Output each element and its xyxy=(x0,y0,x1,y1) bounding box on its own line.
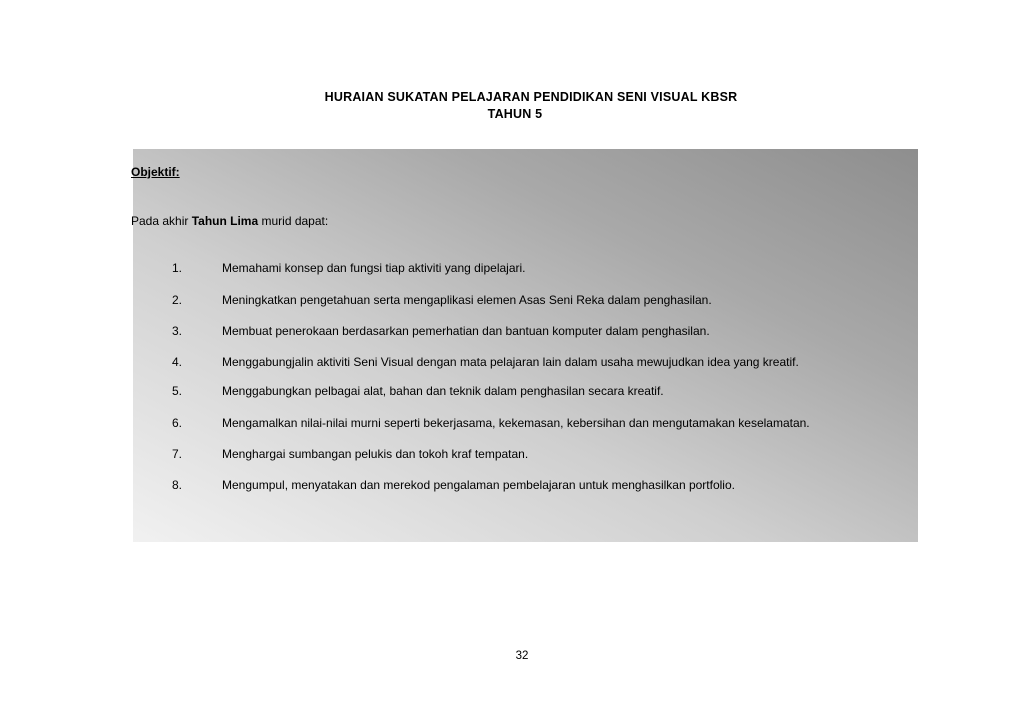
objective-number: 4. xyxy=(172,355,183,369)
objective-text: Menggabungkan pelbagai alat, bahan dan teknik dalam penghasilan secara kreatif. xyxy=(222,384,664,398)
objective-number: 1. xyxy=(172,261,183,275)
objective-number: 3. xyxy=(172,324,183,338)
objective-text: Mengamalkan nilai-nilai murni seperti bekerjasama, kekemasan, kebersihan dan mengutamakan keselamatan. xyxy=(222,416,810,430)
page-number xyxy=(0,650,1030,662)
objective-text: Menggabungjalin aktiviti Seni Visual dengan mata pelajaran lain dalam usaha mewujudkan idea yang kreatif. xyxy=(222,355,799,369)
intro-sentence xyxy=(131,214,328,228)
objective-text: Mengumpul, menyatakan dan merekod pengalaman pembelajaran untuk menghasilkan portfolio. xyxy=(222,478,735,492)
objective-number: 8. xyxy=(172,478,183,492)
intro-suffix: murid dapat: xyxy=(258,214,329,228)
document-title xyxy=(0,89,1030,123)
objective-text: Menghargai sumbangan pelukis dan tokoh kraf tempatan. xyxy=(222,447,529,461)
objective-number: 6. xyxy=(172,416,183,430)
title-line-1: HURAIAN SUKATAN PELAJARAN PENDIDIKAN SENI VISUAL KBSR xyxy=(324,90,738,104)
objective-text: Membuat penerokaan berdasarkan pemerhatian dan bantuan komputer dalam penghasilan. xyxy=(222,324,710,338)
objective-number: 5. xyxy=(172,384,183,398)
page-number-value: 32 xyxy=(515,650,529,662)
objective-text: Memahami konsep dan fungsi tiap aktiviti yang dipelajari. xyxy=(222,261,526,275)
title-line-2: TAHUN 5 xyxy=(487,107,543,121)
intro-prefix: Pada akhir xyxy=(131,214,192,228)
objective-number: 2. xyxy=(172,293,183,307)
objektif-heading: Objektif: xyxy=(131,165,180,179)
objective-text: Meningkatkan pengetahuan serta mengaplikasi elemen Asas Seni Reka dalam penghasilan. xyxy=(222,293,712,307)
intro-bold: Tahun Lima xyxy=(191,214,259,228)
objective-number: 7. xyxy=(172,447,183,461)
